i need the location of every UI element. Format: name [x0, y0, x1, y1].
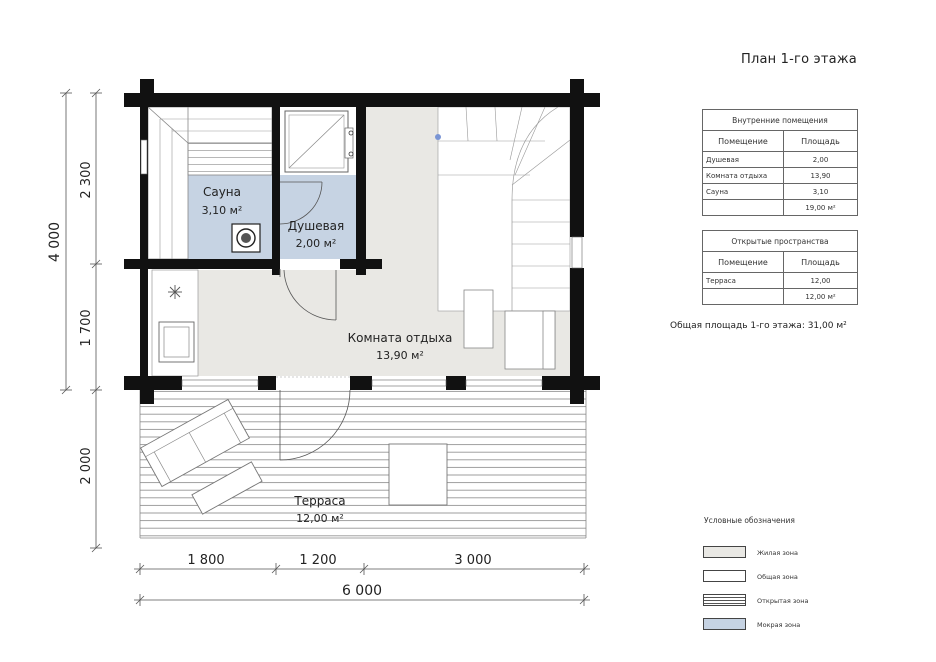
dim-vertical-upper: 2 300 [79, 161, 94, 199]
legend-swatch-wet [703, 618, 746, 630]
interior-header-area: Площадь [784, 131, 858, 152]
table-cell-room: Комната отдыха [703, 168, 784, 184]
staircase [438, 107, 570, 311]
open-spaces-table [702, 230, 858, 305]
terrace-table [389, 444, 447, 505]
dim-vertical-lower: 1 700 [79, 309, 94, 347]
open-total: 12,00 м² [784, 289, 858, 305]
interior-table-caption: Внутренние помещения [703, 110, 858, 131]
legend-label-living: Жилая зона [757, 549, 799, 557]
legend-label-wet: Мокрая зона [757, 621, 801, 629]
table-row [703, 168, 858, 184]
interior-areas-table [702, 109, 858, 216]
marker-dot [435, 134, 441, 140]
lounge-floor-lower [198, 270, 370, 376]
total-area: Общая площадь 1-го этажа: 31,00 м² [670, 321, 847, 331]
dim-vertical-total: 4 000 [47, 221, 63, 263]
lounge-table [464, 290, 493, 348]
open-header-area: Площадь [784, 252, 858, 273]
table-total-row [703, 200, 858, 216]
lounge-area: 13,90 м² [376, 349, 424, 362]
lounge-sofa [505, 311, 555, 369]
sauna-stove-icon [232, 224, 260, 252]
legend-swatch-open [703, 594, 746, 606]
table-cell-room: Душевая [703, 152, 784, 168]
table-cell-area: 12,00 [784, 273, 858, 289]
open-table-caption: Открытые пространства [703, 231, 858, 252]
legend-swatch-common [703, 570, 746, 582]
interior-header-room: Помещение [703, 131, 784, 152]
legend-label-common: Общая зона [757, 573, 798, 581]
dim-horizontal-total: 6 000 [341, 583, 383, 599]
table-total-row [703, 289, 858, 305]
interior-total: 19,00 м² [784, 200, 858, 216]
shower-tray [285, 111, 353, 172]
table-row [703, 273, 858, 289]
sauna-area: 3,10 м² [201, 204, 243, 217]
legend-title: Условные обозначения [704, 516, 795, 525]
dim-horizontal-right: 3 000 [454, 553, 492, 568]
table-row [703, 152, 858, 168]
table-row [703, 184, 858, 200]
table-cell-area: 13,90 [784, 168, 858, 184]
table-cell-room: Терраса [703, 273, 784, 289]
table-cell-room: Сауна [703, 184, 784, 200]
kitchenette [152, 270, 198, 376]
open-header-room: Помещение [703, 252, 784, 273]
table-cell-area: 3,10 [784, 184, 858, 200]
dim-vertical-terrace: 2 000 [79, 447, 94, 485]
legend-label-open: Открытая зона [757, 597, 809, 605]
table-cell-area: 2,00 [784, 152, 858, 168]
legend-swatch-living [703, 546, 746, 558]
plan-title: План 1-го этажа [741, 52, 857, 67]
terrace-name: Терраса [294, 494, 346, 508]
dim-horizontal-left: 1 800 [187, 553, 225, 568]
terrace-area: 12,00 м² [296, 512, 344, 525]
sauna-name: Сауна [202, 185, 242, 199]
lounge-name: Комната отдыха [347, 331, 453, 345]
shower-name: Душевая [287, 219, 345, 233]
shower-area: 2,00 м² [295, 237, 337, 250]
dim-horizontal-middle: 1 200 [299, 553, 337, 568]
